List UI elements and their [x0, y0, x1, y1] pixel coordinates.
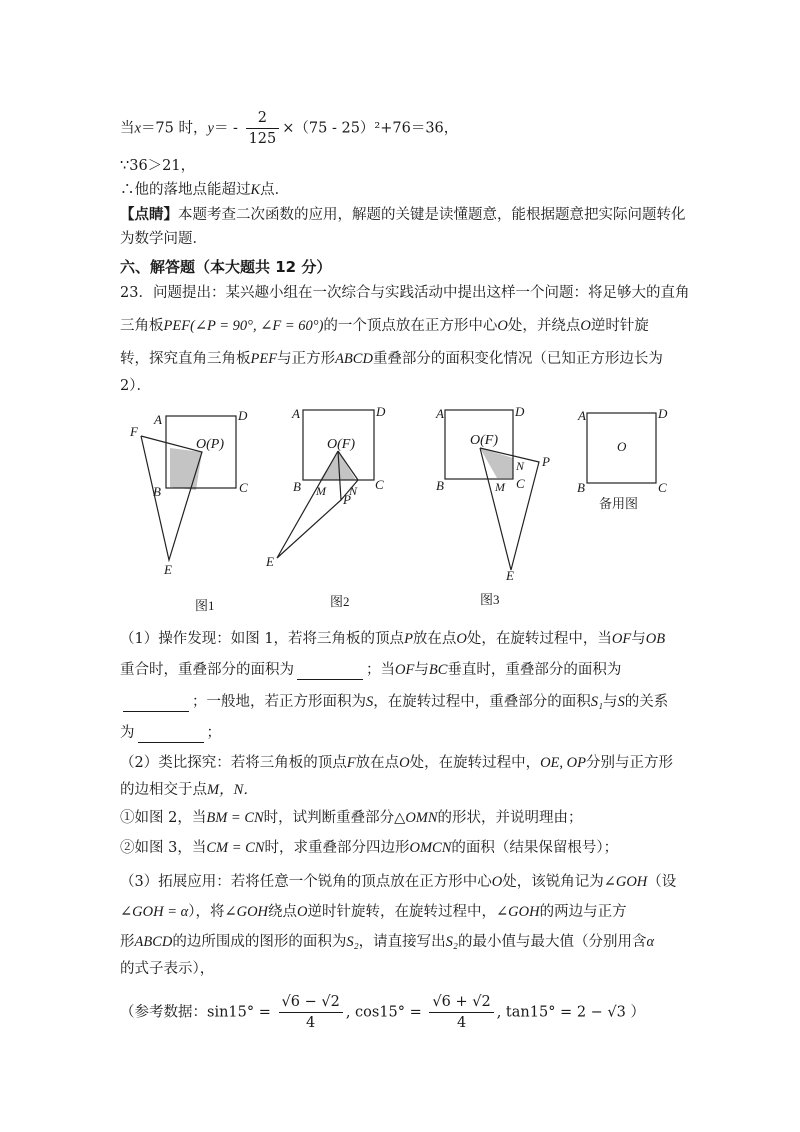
fig2-caption: 图2 — [330, 594, 350, 609]
text-fragment: 转，探究直角三角板 — [120, 351, 251, 367]
part1-line-3 — [120, 692, 668, 712]
fig2-label-p: P — [343, 492, 351, 507]
fig3-label-d: D — [515, 404, 525, 419]
fig2-label-n: N — [349, 484, 358, 498]
text-fragment: ，在旋转过程中，重叠部分的面积 — [373, 694, 591, 710]
fig1-caption: 图1 — [195, 598, 215, 613]
var-alpha: α — [646, 934, 655, 950]
text-fragment: 当 — [120, 120, 135, 137]
fraction-denominator: 125 — [248, 131, 277, 147]
text-fragment: 放在点 — [412, 631, 457, 647]
part3-line-3 — [120, 932, 654, 952]
comment-tag: 【点睛】 — [120, 207, 178, 223]
text-fragment: ∴他的落地点能超过 — [120, 182, 251, 198]
part1-line-4 — [120, 723, 221, 743]
figure-2 — [265, 404, 386, 609]
text-fragment: 的边所围成的图形的面积为 — [172, 934, 347, 950]
comment-line-1 — [120, 205, 686, 225]
text-fragment: 绕点 — [268, 904, 298, 920]
problem-intro-1: 23．问题提出：某兴趣小组在一次综合与实践活动中提出这样一个问题：将足够大的直角 — [120, 285, 690, 301]
text-fragment: 与正方形 — [277, 351, 336, 367]
answer-blank-1[interactable] — [297, 665, 363, 680]
segment-of: OF — [611, 631, 632, 647]
fig2-label-m: M — [316, 484, 326, 498]
solution-line-2: ∵36＞21， — [120, 158, 196, 174]
text-fragment: 为 — [120, 725, 135, 741]
fig1-label-a: A — [154, 412, 162, 427]
text-fragment: 三角板 — [120, 318, 164, 334]
segment-ob: OB — [645, 631, 666, 647]
fig3-label-e: E — [506, 568, 514, 583]
fig4-caption: 备用图 — [599, 496, 639, 511]
text-fragment: 的面积（结果保留根号）； — [451, 840, 619, 856]
fig3-label-c: C — [516, 476, 525, 491]
text-fragment: ，请直接写出 — [358, 934, 446, 950]
fig2-label-c: C — [375, 477, 384, 492]
part1-line-1 — [120, 629, 665, 649]
part3-line-2 — [120, 902, 627, 922]
fig1-label-f: F — [130, 424, 138, 439]
fig1-label-e: E — [164, 562, 172, 577]
figures-panel — [0, 400, 800, 640]
point-o: O — [297, 904, 308, 920]
fig3-label-n: N — [516, 459, 525, 473]
text-fragment: 本题考查二次函数的应用，解题的关键是读懂题意，能根据题意把实际问题转化 — [178, 207, 686, 223]
segments-oe-op: OE, OP — [540, 755, 586, 771]
angle-goh-alpha: ∠GOH = α — [120, 904, 189, 920]
var-s: S — [366, 694, 374, 710]
fig3-label-of: O(F) — [470, 433, 498, 448]
text-fragment: ＝ - — [213, 120, 238, 137]
text-fragment: （设 — [647, 874, 677, 890]
text-fragment: 处，并绕点 — [507, 318, 581, 334]
square-abcd: ABCD — [335, 351, 373, 367]
part2-line-1 — [120, 753, 673, 773]
text-fragment: 的边相交于点 — [120, 782, 207, 798]
text-fragment: ①如图 2，当 — [120, 810, 207, 826]
text-fragment: 的两边与正方 — [539, 904, 627, 920]
segment-of: OF — [395, 662, 415, 678]
fraction-cos15 — [429, 992, 493, 1033]
equation-cm-cn: CM = CN — [206, 840, 265, 856]
text-fragment: （3）拓展应用：若将任意一个锐角的顶点放在正方形中心 — [120, 874, 492, 890]
fig2-label-b: B — [293, 479, 301, 494]
answer-blank-3[interactable] — [138, 728, 204, 743]
fig3-caption: 图3 — [480, 592, 500, 607]
var-y: y — [207, 120, 214, 137]
text-fragment: （2）类比探究：若将三角板的顶点 — [120, 755, 347, 771]
fig1-label-d: D — [238, 408, 248, 423]
fraction-2-over-125 — [246, 108, 280, 149]
solution-line-3 — [120, 180, 289, 200]
text-fragment: 的最小值与最大值（分别用含 — [457, 934, 647, 950]
point-f: F — [346, 755, 356, 771]
text-fragment: 时，试判断重叠部分 — [263, 810, 395, 826]
var-k: K — [250, 182, 261, 198]
fig3-label-m: M — [495, 480, 505, 494]
part3-line-1 — [120, 872, 676, 892]
text-fragment: ；当 — [366, 662, 395, 678]
fraction-sin15 — [279, 992, 343, 1033]
fig4-label-a: A — [578, 408, 586, 423]
fig3-label-a: A — [436, 406, 444, 421]
reference-data-line — [120, 992, 645, 1033]
part3-line-4: 的式子表示）， — [120, 961, 215, 977]
text-fragment: 处，在旋转过程中， — [409, 755, 541, 771]
equation-bm-cn: BM = CN — [206, 810, 264, 826]
var-s2: S₂ — [445, 934, 458, 950]
fig3-label-b: B — [436, 478, 444, 493]
text-fragment: 逆时针旋 — [590, 318, 649, 334]
figure-4-spare — [577, 406, 668, 511]
text-fragment: ；一般地，若正方形面积为 — [192, 694, 366, 710]
fig4-label-b: B — [577, 480, 585, 495]
fig1-label-b: B — [153, 484, 161, 499]
part1-line-2 — [120, 660, 621, 680]
part2-line-2 — [120, 780, 258, 800]
text-fragment: 重叠部分的面积变化情况（已知正方形边长为 — [372, 351, 663, 367]
fraction-numerator: √6 − √2 — [279, 992, 343, 1013]
angle-goh: ∠GOH — [224, 904, 269, 920]
text-fragment: 放在点 — [355, 755, 400, 771]
answer-blank-2[interactable] — [123, 697, 189, 712]
text-fragment: ； — [206, 725, 221, 741]
angle-condition: (∠P = 90°, ∠F = 60°) — [190, 318, 324, 334]
var-s1: S₁ — [590, 694, 604, 710]
text-fragment: 的形状，并说明理由； — [437, 810, 583, 826]
text-fragment: 时，求重叠部分四边形 — [264, 840, 410, 856]
point-o: O — [491, 874, 503, 890]
fig2-label-of: O(F) — [327, 437, 355, 452]
text-fragment: ），将 — [188, 904, 225, 920]
text-fragment: 与 — [414, 662, 429, 678]
text-fragment: 分别与正方形 — [586, 755, 673, 771]
triangle-pef: PEF — [163, 318, 191, 334]
text-fragment: 处，在旋转过程中，当 — [466, 631, 612, 647]
problem-intro-2 — [120, 316, 649, 336]
var-s: S — [617, 694, 625, 710]
text-fragment: , tan15° = 2 − √3 ） — [496, 1004, 645, 1021]
text-fragment: ②如图 3，当 — [120, 840, 207, 856]
var-x: x — [134, 120, 141, 137]
text-fragment: 形 — [120, 934, 135, 950]
point-o: O — [497, 318, 508, 334]
fig4-label-c: C — [658, 480, 667, 495]
point-o: O — [580, 318, 591, 334]
quadrilateral-omcn: OMCN — [409, 840, 452, 856]
text-fragment: ＝75 时， — [140, 120, 208, 137]
text-fragment: 垂直时，重叠部分的面积为 — [447, 662, 622, 678]
text-fragment: 的关系 — [624, 694, 669, 710]
problem-intro-3 — [120, 349, 663, 369]
fraction-numerator: √6 + √2 — [429, 992, 493, 1013]
angle-goh: ∠GOH — [603, 874, 648, 890]
fig1-label-op: O(P) — [196, 437, 224, 452]
fig2-label-e: E — [266, 554, 274, 569]
fraction-numerator: 2 — [246, 108, 280, 129]
triangle-omn: △OMN — [394, 810, 438, 826]
text-fragment: 逆时针旋转，在旋转过程中， — [307, 904, 497, 920]
fig1-label-c: C — [239, 480, 248, 495]
section-title: 六、解答题（本大题共 12 分） — [120, 258, 332, 276]
fig4-label-o: O — [617, 439, 627, 454]
solution-line-1 — [120, 108, 458, 149]
fig2-label-a: A — [292, 406, 300, 421]
point-o: O — [399, 755, 410, 771]
text-fragment: 的一个顶点放在正方形中心 — [323, 318, 498, 334]
text-fragment: （1）操作发现：如图 1，若将三角板的顶点 — [120, 631, 405, 647]
point-o: O — [456, 631, 467, 647]
segment-bc: BC — [428, 662, 448, 678]
point-p: P — [404, 631, 413, 647]
square-abcd: ABCD — [134, 934, 173, 950]
points-mn: M，N． — [207, 782, 258, 798]
fig4-label-d: D — [658, 406, 668, 421]
part2-question-1 — [120, 808, 583, 828]
problem-intro-4: 2）． — [120, 378, 151, 394]
fraction-denominator: 4 — [306, 1015, 316, 1031]
text-fragment: （参考数据：sin15° = — [120, 1004, 271, 1021]
text-fragment: 与 — [603, 694, 618, 710]
fig2-label-d: D — [376, 404, 386, 419]
text-fragment: , cos15° = — [345, 1004, 422, 1021]
fig3-label-p: P — [542, 454, 550, 469]
figure-3 — [435, 404, 550, 607]
angle-goh: ∠GOH — [496, 904, 540, 920]
text-fragment: 与 — [631, 631, 646, 647]
triangle-pef: PEF — [250, 351, 278, 367]
text-fragment: ×（75 - 25）²+76＝36， — [282, 120, 459, 137]
figure-1 — [129, 408, 248, 613]
comment-line-2: 为数学问题． — [120, 231, 207, 247]
text-fragment: 重合时，重叠部分的面积为 — [120, 662, 294, 678]
part2-question-2 — [120, 838, 618, 858]
fraction-denominator: 4 — [456, 1015, 467, 1031]
text-fragment: 点． — [260, 182, 290, 198]
var-s2: S₂ — [346, 934, 359, 950]
text-fragment: 处，该锐角记为 — [502, 874, 604, 890]
